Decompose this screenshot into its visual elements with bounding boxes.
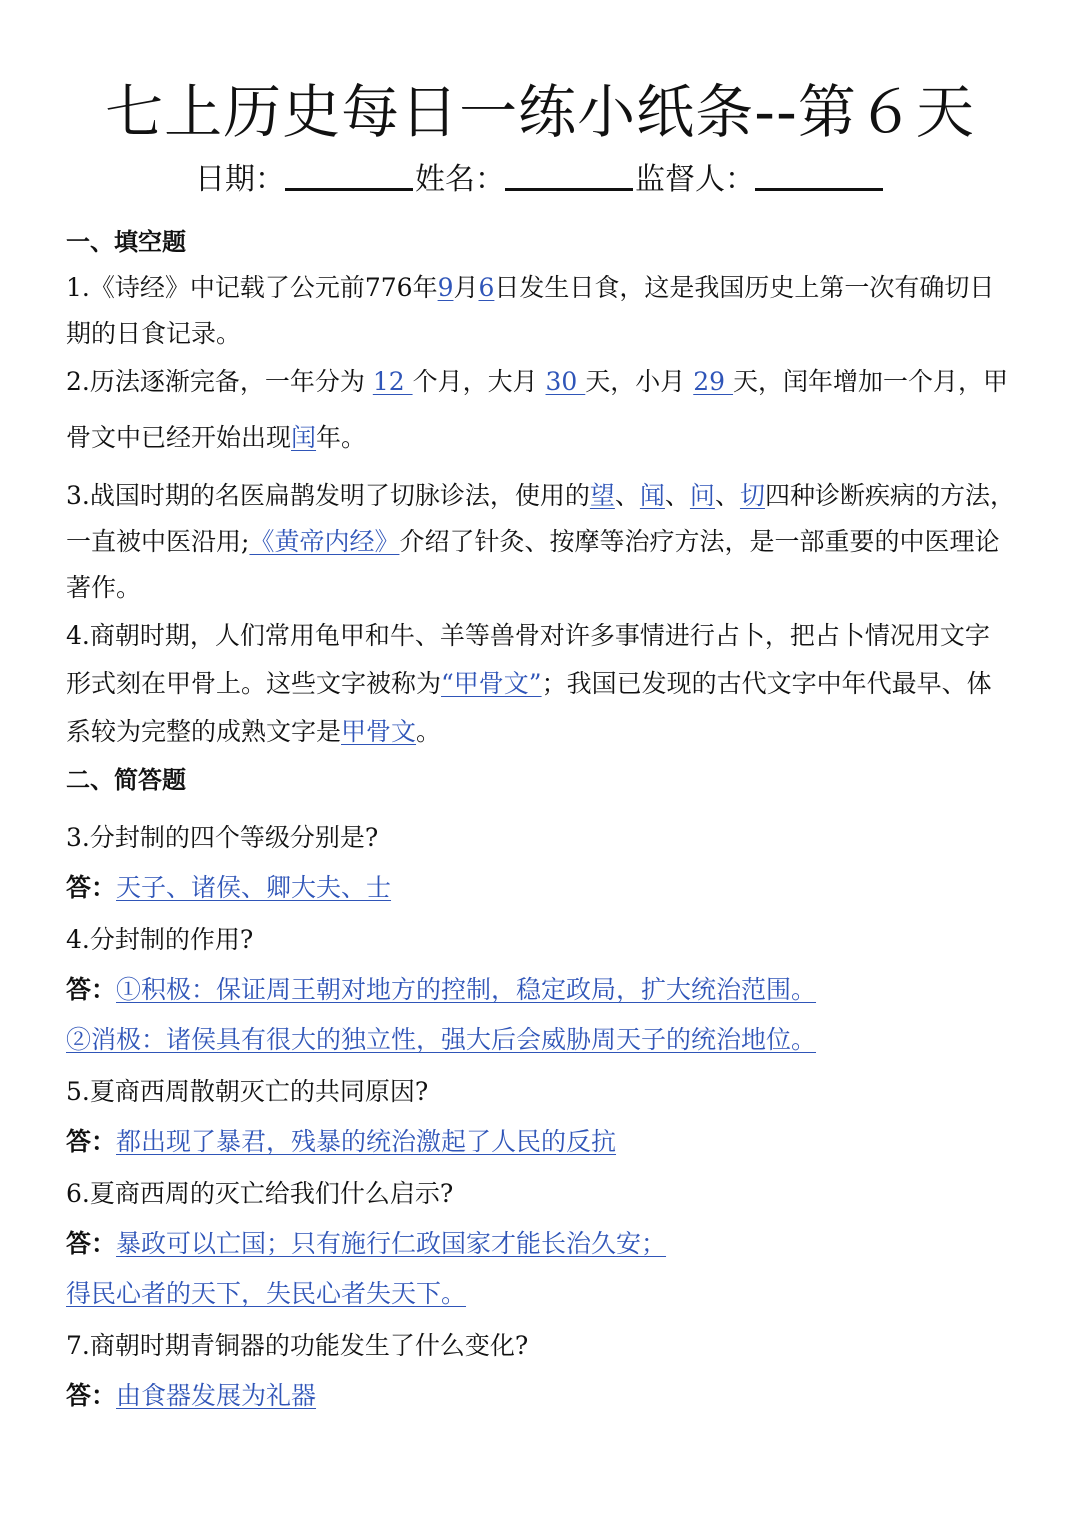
supervisor-blank[interactable]: [755, 158, 883, 191]
question-text: 骨文中已经开始出现: [66, 423, 292, 452]
answer-label: 答：: [66, 1229, 117, 1258]
answer-day: 6: [478, 273, 495, 302]
fill-question-1-line-2: 期的日食记录。: [66, 319, 242, 348]
fill-question-4-line-1: 4.商朝时期，人们常用龟甲和牛、羊等兽骨对许多事情进行占卜，把占卜情况用文字: [66, 621, 990, 650]
answer-text: ②消极：诸侯具有很大的独立性，强大后会威胁周天子的统治地位。: [66, 1025, 817, 1054]
separator: 、: [614, 481, 640, 510]
name-blank[interactable]: [505, 158, 633, 191]
answer-text: 得民心者的天下，失民心者失天下。: [66, 1279, 467, 1308]
short-question-3: 3.分封制的四个等级分别是?: [66, 823, 379, 852]
answer-label: 答：: [66, 1127, 117, 1156]
question-text: 1.《诗经》中记载了公元前776年: [66, 273, 438, 302]
fill-question-2-line-2: [66, 418, 1026, 458]
short-question-6: 6.夏商西周的灭亡给我们什么启示?: [66, 1179, 454, 1208]
answer-text: 暴政可以亡国；只有施行仁政国家才能长治久安；: [116, 1229, 667, 1258]
fill-question-3-line-1: [66, 476, 1026, 516]
name-label: 姓名：: [415, 162, 505, 197]
answer-label: 答：: [66, 1381, 117, 1410]
answer-book: 《黄帝内经》: [249, 527, 400, 556]
section-heading-fill-blank: 一、填空题: [66, 228, 186, 256]
short-answer-5: [66, 1122, 1026, 1162]
supervisor-label: 监督人：: [635, 162, 755, 197]
question-text: 年。: [316, 423, 367, 452]
answer-text: 由食器发展为礼器: [116, 1381, 317, 1410]
question-text: 介绍了针灸、按摩等治疗方法，是一部重要的中医理论: [399, 527, 1000, 556]
question-text: 3.战国时期的名医扁鹊发明了切脉诊法，使用的: [66, 481, 590, 510]
answer-qie: 切: [739, 481, 765, 510]
separator: 、: [664, 481, 690, 510]
fill-question-4-line-2: [66, 664, 1026, 704]
page-title: 七上历史每日一练小纸条--第６天: [105, 78, 975, 146]
answer-label: 答：: [66, 873, 117, 902]
short-question-4: 4.分封制的作用?: [66, 925, 254, 954]
date-label: 日期：: [195, 162, 285, 197]
answer-oracle: 甲骨文: [341, 717, 417, 746]
header-fields: [0, 158, 1080, 202]
answer-wen2: 问: [689, 481, 715, 510]
fill-question-3-line-2: [66, 522, 1026, 562]
answer-oracle-name: “甲骨文”: [441, 669, 542, 698]
short-answer-7: [66, 1376, 1026, 1416]
short-question-7: 7.商朝时期青铜器的功能发生了什么变化?: [66, 1331, 529, 1360]
question-text: 日发生日食，这是我国历史上第一次有确切日: [494, 273, 995, 302]
question-text: ；我国已发现的古代文字中年代最早、体: [541, 669, 992, 698]
date-blank[interactable]: [285, 158, 413, 191]
section-heading-short-answer: 二、简答题: [66, 766, 186, 794]
answer-small-month: 29: [693, 367, 734, 396]
separator: 、: [714, 481, 740, 510]
fill-question-3-line-3: 著作。: [66, 573, 142, 602]
answer-months: 12: [372, 367, 413, 396]
question-text: 个月，大月: [412, 367, 546, 396]
question-text: 2.历法逐渐完备，一年分为: [66, 367, 373, 396]
short-answer-4-line-1: [66, 970, 1026, 1010]
answer-text: 都出现了暴君，残暴的统治激起了人民的反抗: [116, 1127, 617, 1156]
short-answer-6-line-1: [66, 1224, 1026, 1264]
answer-month: 9: [437, 273, 454, 302]
question-text: 天，闰年增加一个月，甲: [733, 367, 1009, 396]
short-answer-3: [66, 868, 1026, 908]
answer-text: ①积极：保证周王朝对地方的控制，稳定政局，扩大统治范围。: [116, 975, 817, 1004]
question-text: 系较为完整的成熟文字是: [66, 717, 342, 746]
fill-question-1-line-1: [66, 268, 1026, 308]
short-question-5: 5.夏商西周散朝灭亡的共同原因?: [66, 1077, 429, 1106]
fill-question-4-line-3: [66, 712, 1026, 752]
short-answer-6-line-2: [66, 1274, 1026, 1314]
answer-wen: 闻: [639, 481, 665, 510]
answer-label: 答：: [66, 975, 117, 1004]
question-text: 一直被中医沿用;: [66, 527, 250, 556]
question-text: 。: [416, 717, 442, 746]
fill-question-2-line-1: [66, 362, 1026, 402]
answer-big-month: 30: [545, 367, 586, 396]
answer-leap: 闰: [291, 423, 317, 452]
question-text: 四种诊断疾病的方法，: [764, 481, 1015, 510]
question-text: 形式刻在甲骨上。这些文字被称为: [66, 669, 442, 698]
question-text: 天，小月: [585, 367, 694, 396]
answer-text: 天子、诸侯、卿大夫、士: [116, 873, 392, 902]
question-text: 月: [453, 273, 479, 302]
short-answer-4-line-2: [66, 1020, 1026, 1060]
answer-wang: 望: [589, 481, 615, 510]
